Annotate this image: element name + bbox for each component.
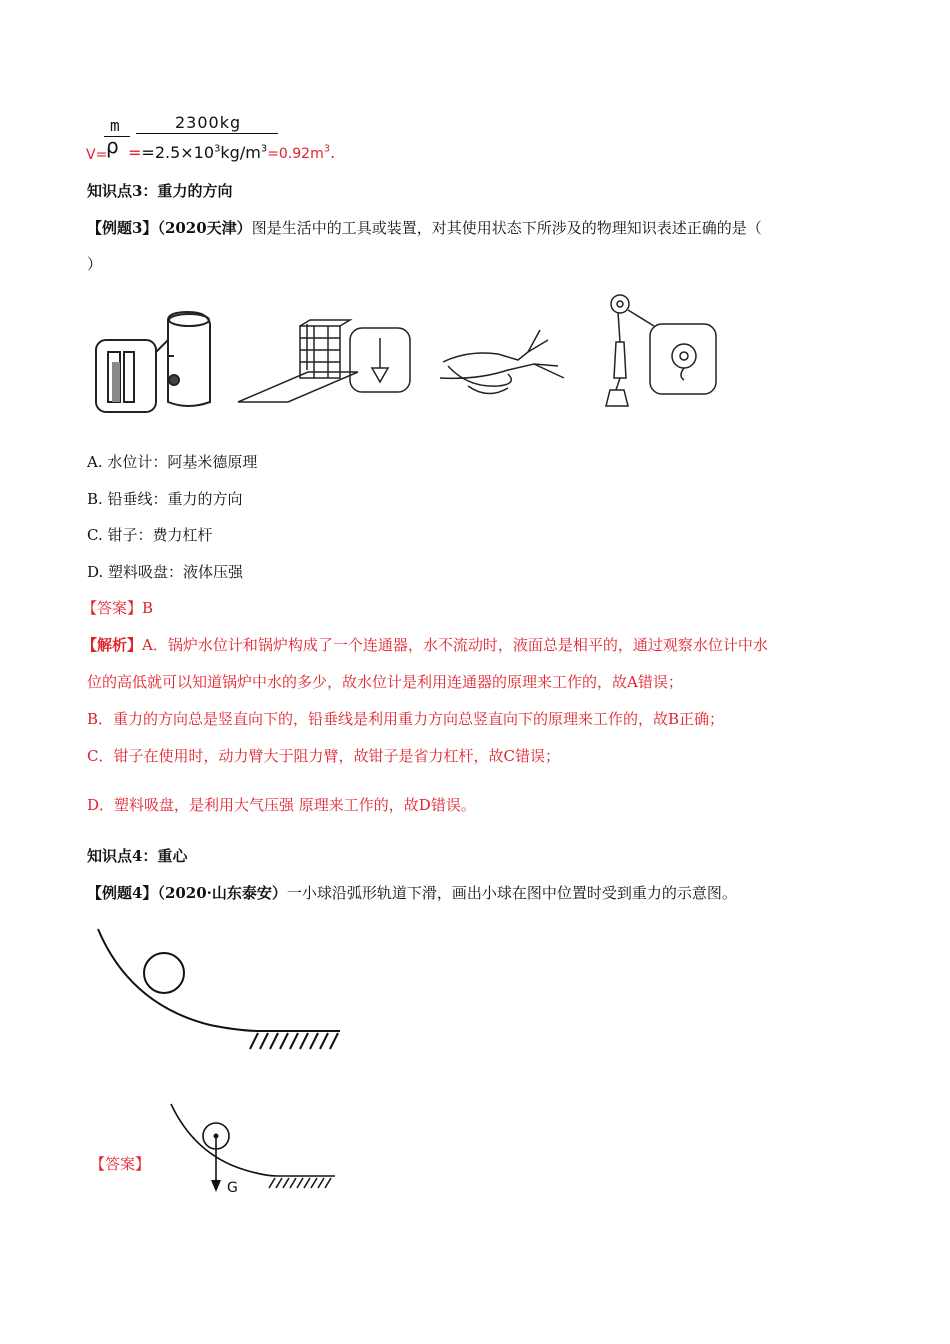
pliers-hand: [440, 330, 564, 394]
option-b: B. 铅垂线：重力的方向: [87, 490, 243, 508]
gravity-arrow-head: [211, 1180, 221, 1192]
track-curve: [98, 929, 340, 1031]
analysis-line-5: D．塑料吸盘，是利用大气压强 原理来工作的，故D错误。: [87, 796, 476, 814]
option-a: A. 水位计：阿基米德原理: [87, 453, 258, 471]
example4-question: [87, 883, 737, 903]
analysis-line-2: 位的高低就可以知道锅炉中水的多少，故水位计是利用连通器的原理来工作的，故A错误；: [87, 673, 683, 691]
formula-m: m: [110, 116, 120, 135]
section3-heading: 知识点3：重力的方向: [87, 182, 233, 200]
answer-ground-hatching: [269, 1178, 331, 1188]
example3-source: （2020天津）: [157, 219, 252, 237]
curved-track-figure: [90, 925, 350, 1055]
section4-heading: 知识点4：重心: [87, 847, 188, 865]
formula-result-exp: 3: [323, 143, 331, 155]
plumb-line-wall: [238, 320, 410, 402]
example3-text-line2: ）: [87, 255, 103, 273]
formula-result-end: .: [330, 143, 336, 162]
analysis-line-3: B．重力的方向总是竖直向下的，铅垂线是利用重力方向总竖直向下的原理来工作的，故B正确；: [87, 710, 725, 728]
suction-cup-hook: [606, 295, 716, 406]
formula-equals: =: [128, 143, 142, 162]
example4-answer-tag: 【答案】: [90, 1155, 151, 1173]
formula-result: =0.92m: [267, 146, 324, 162]
example4-source: （2020·山东泰安）: [157, 884, 287, 902]
gravity-label: G: [227, 1180, 238, 1196]
formula-numerator: 2300kg: [175, 113, 242, 132]
formula-denominator: =2.5×10: [141, 143, 215, 162]
example4-text: 一小球沿弧形轨道下滑，画出小球在图中位置时受到重力的示意图。: [286, 884, 737, 902]
ground-hatching: [250, 1033, 338, 1049]
tools-figure: [88, 290, 728, 418]
analysis-line-4: C．钳子在使用时，动力臂大于阻力臂，故钳子是省力杠杆，故C错误；: [87, 747, 560, 765]
formula-exp: 3: [214, 143, 221, 155]
formula-unit: kg/m: [220, 143, 261, 162]
analysis-line-1: A．锅炉水位计和锅炉构成了一个连通器，水不流动时，液面总是相平的，通过观察水位计中水: [142, 636, 768, 654]
water-level-gauge: [96, 312, 210, 412]
formula-rho: ρ: [106, 134, 119, 158]
example3-question: [87, 218, 762, 238]
formula-unit-exp: 3: [260, 143, 268, 155]
example3-answer: 【答案】B: [82, 599, 154, 617]
answer-figure: [165, 1100, 340, 1200]
example4-tag: 【例题4】: [87, 884, 158, 902]
ball: [144, 953, 184, 993]
answer-track-curve: [171, 1104, 335, 1176]
formula-lhs: V=: [86, 147, 108, 163]
option-d: D. 塑料吸盘：液体压强: [87, 563, 244, 581]
analysis-tag: 【解析】: [82, 636, 143, 654]
example3-text-line1: 图是生活中的工具或装置，对其使用状态下所涉及的物理知识表述正确的是（: [251, 219, 762, 237]
example3-tag: 【例题3】: [87, 219, 158, 237]
option-c: C. 钳子：费力杠杆: [87, 526, 213, 544]
fraction-bar-long: [136, 133, 278, 134]
